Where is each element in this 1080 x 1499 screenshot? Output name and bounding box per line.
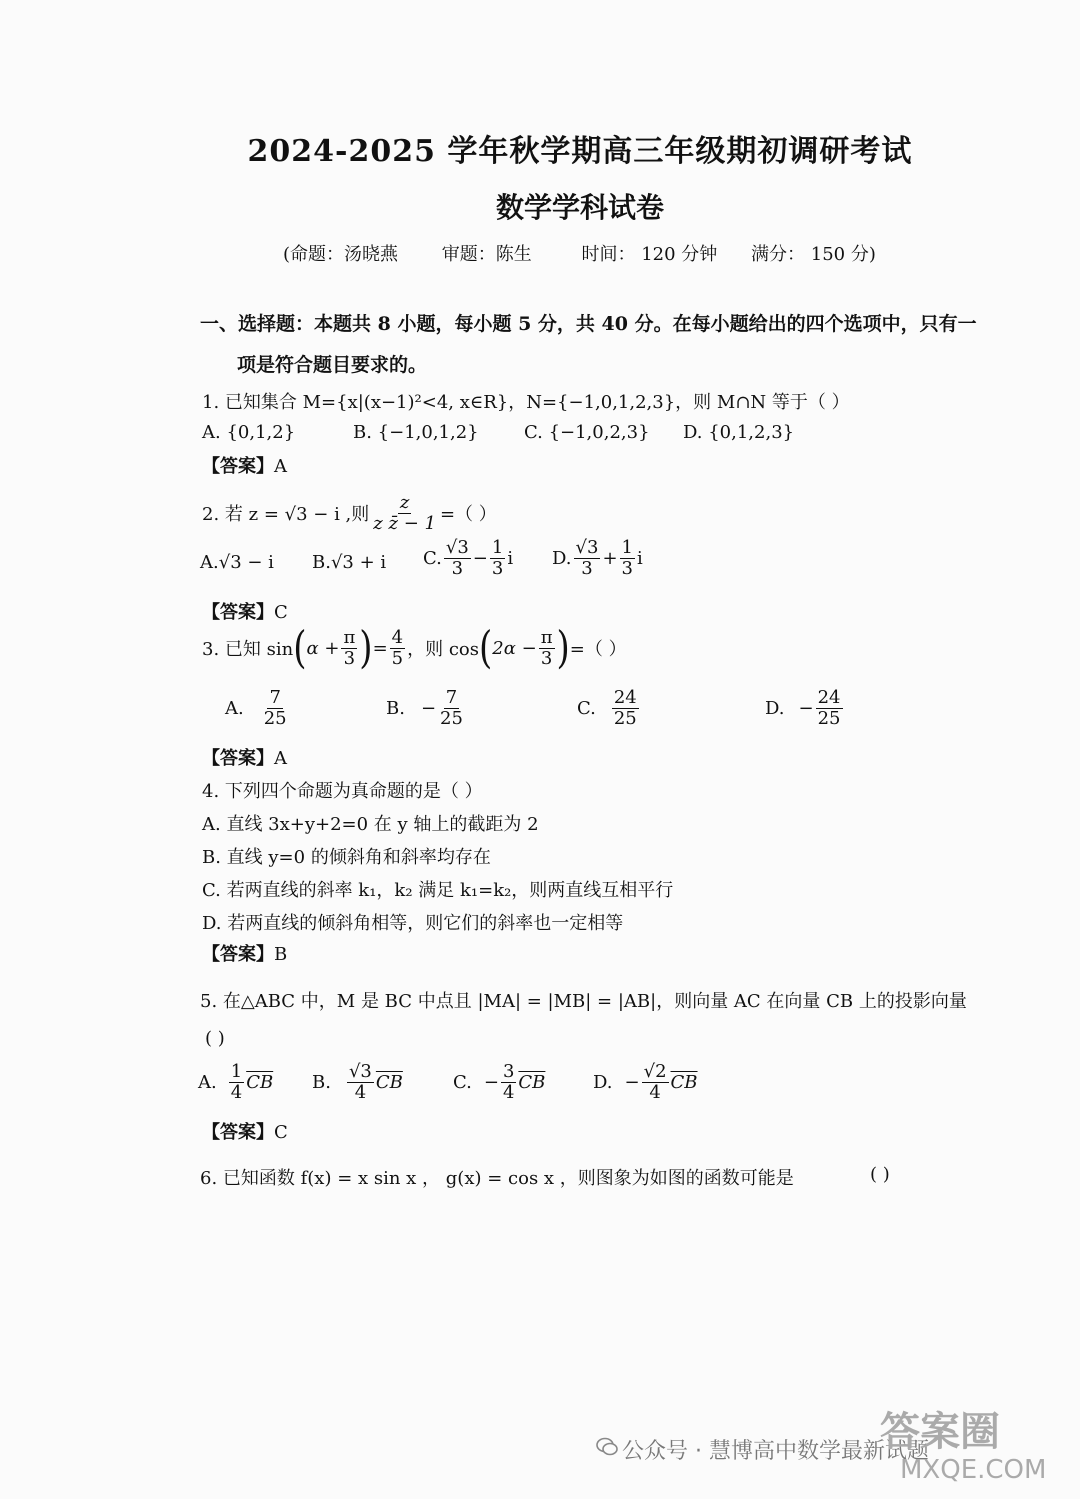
reviewer: 审题：陈生 — [441, 244, 532, 265]
q3-answer: 【答案】A — [202, 748, 287, 769]
q4-option-a: A. 直线 3x+y+2=0 在 y 轴上的截距为 2 — [202, 814, 539, 835]
q4-answer: 【答案】B — [202, 944, 288, 965]
q2-option-d: D. $\frac{√3}{3}$ + $\frac{1}{3}$ i — [552, 537, 643, 579]
full-score: 满分： 150 分) — [751, 244, 876, 265]
q5-answer: 【答案】C — [202, 1122, 288, 1143]
question-6: 6. 已知函数 f(x) = x sin x ， g(x) = cos x ，则图象为如图的函数可能是 — [200, 1168, 794, 1189]
answer-label: 【答案】 — [202, 456, 274, 477]
q2-option-a: A.√3 − i — [200, 552, 274, 573]
question-4: 4. 下列四个命题为真命题的是（ ） — [202, 781, 483, 802]
q1-option-c: C. {−1,0,2,3} — [524, 422, 650, 443]
q1-option-a: A. {0,1,2} — [202, 422, 296, 443]
q4-option-b: B. 直线 y=0 的倾斜角和斜率均存在 — [202, 847, 491, 868]
watermark-text: 公众号 · 慧博高中数学最新试题 — [622, 1439, 929, 1464]
q3-option-a: A. $\frac{7}{25}$ — [225, 687, 287, 729]
corner-url: MXQE.COM — [900, 1455, 1047, 1485]
q1-answer — [202, 452, 287, 478]
q2-option-b: B.√3 + i — [312, 552, 387, 573]
duration: 时间： 120 分钟 — [581, 244, 718, 265]
q3-option-c: C. $\frac{24}{25}$ — [577, 687, 637, 729]
answer-value: A — [274, 456, 287, 477]
setter: (命题：汤晓燕 — [283, 244, 399, 265]
exam-title: 2024-2025 学年秋学期高三年级期初调研考试 — [247, 134, 913, 169]
q3-option-d: D. − $\frac{24}{25}$ — [765, 687, 841, 729]
q5-option-a: A. $\frac{1}{4}$ $\overline{CB}$ — [198, 1061, 274, 1103]
section-heading: 一、选择题：本题共 8 小题，每小题 5 分，共 40 分。在每小题给出的四个选项中，只有一 — [200, 313, 977, 335]
q6-paren: ( ) — [870, 1164, 890, 1185]
q2-answer: 【答案】C — [202, 602, 288, 623]
question-2 — [202, 493, 497, 534]
q1-option-d: D. {0,1,2,3} — [683, 422, 795, 443]
question-3: 3. 已知 sin ( α + $\frac{\pi}{3}$ ) = $\frac{4}{5}$ ，则 cos ( 2α − $\frac{\pi}{3}$ ) =（ ） — [202, 622, 627, 675]
q4-option-c: C. 若两直线的斜率 k₁，k₂ 满足 k₁=k₂，则两直线互相平行 — [202, 880, 674, 901]
q1-option-b: B. {−1,0,1,2} — [353, 422, 479, 443]
q2-fraction: $\frac{z}{\text{z z̄ − 1}}$ — [373, 492, 436, 534]
q3-option-b: B. − $\frac{7}{25}$ — [386, 687, 463, 729]
wechat-icon — [596, 1437, 618, 1457]
corner-logo: 答案圈 — [880, 1409, 1000, 1455]
question-1: 1. 已知集合 M={x|(x−1)²<4, x∈R}，N={−1,0,1,2,3}，则 M∩N 等于（ ） — [202, 392, 850, 413]
exam-subtitle: 数学学科试卷 — [495, 191, 664, 224]
q2-option-c: C. $\frac{√3}{3}$ − $\frac{1}{3}$ i — [423, 537, 514, 579]
q5-paren: ( ) — [205, 1028, 225, 1049]
q5-option-b: B. $\frac{√3}{4}$ $\overline{CB}$ — [312, 1061, 403, 1103]
q4-option-d: D. 若两直线的倾斜角相等，则它们的斜率也一定相等 — [202, 913, 624, 934]
q2-suffix: =（ ） — [439, 504, 497, 526]
q5-option-d: D. − $\frac{√2}{4}$ $\overline{CB}$ — [593, 1061, 698, 1103]
question-5: 5. 在△ABC 中，M 是 BC 中点且 |MA| = |MB| = |AB|，则向量 AC 在向量 CB 上的投影向量 — [200, 991, 967, 1012]
exam-meta — [283, 240, 876, 266]
section-heading-cont: 项是符合题目要求的。 — [237, 354, 428, 376]
q5-option-c: C. − $\frac{3}{4}$ $\overline{CB}$ — [453, 1061, 546, 1103]
q2-prefix: 2. 若 z = √3 − i ,则 — [202, 504, 370, 526]
